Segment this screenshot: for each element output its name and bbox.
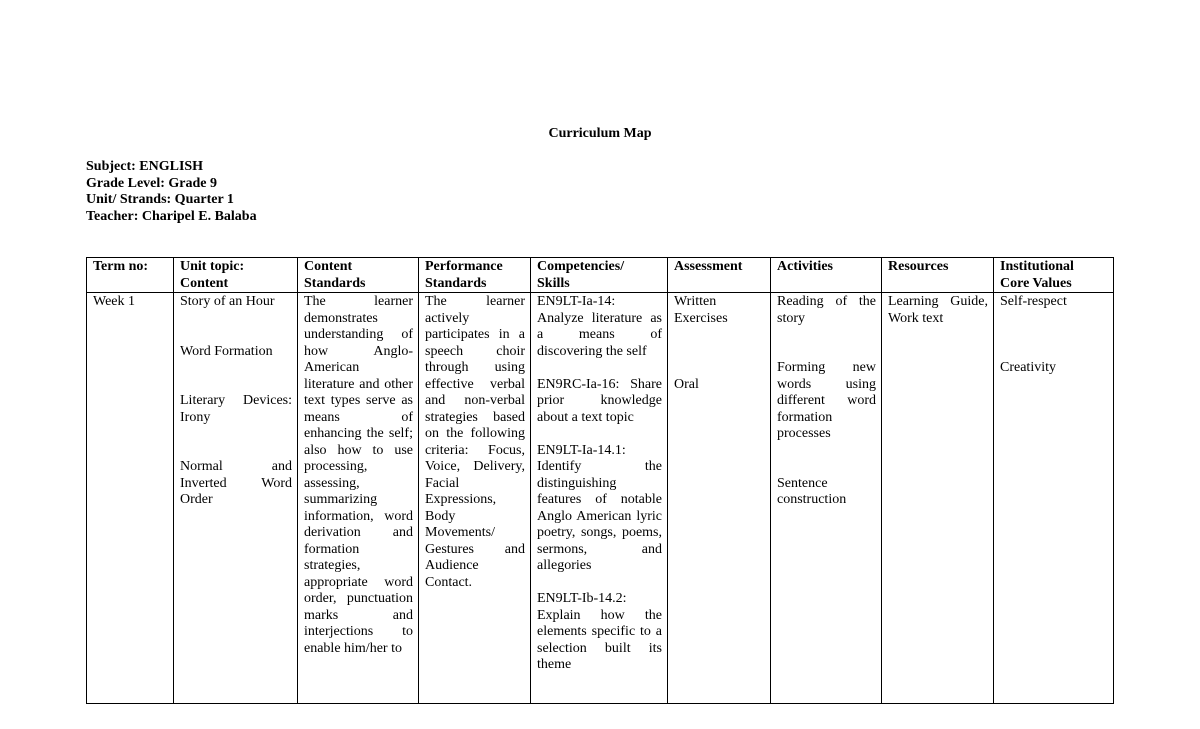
header-activities: Activities (771, 258, 882, 293)
header-competencies: Competencies/ Skills (531, 258, 668, 293)
competency-item: EN9LT-Ib-14.2: Explain how the elements specific to a selection built its theme (537, 591, 662, 672)
header-resources: Resources (882, 258, 994, 293)
cell-performance-standards: The learner actively participates in a speech choir through using effective verbal and non-verbal strategies based on the following criteria: Focus, Voice, Delivery, Facial Expressions, Body Movements/ Gestures and Audience Contact. (419, 293, 531, 704)
cell-content-standards: The learner demonstrates understanding of how Anglo-American literature and other text types serve as means of enhancing the self; also how to use processing, assessing, summarizing information, word derivation and formation strategies, appropriate word order, punctuation marks and interjections to enable him/her to (298, 293, 419, 704)
header-core-values: Institutional Core Values (994, 258, 1114, 293)
unit-topic-item: Word Formation (180, 343, 273, 359)
subject-line: Subject: ENGLISH (86, 159, 204, 174)
cell-term: Week 1 (87, 293, 174, 704)
document-meta (86, 159, 257, 225)
cell-competencies (531, 293, 668, 704)
assessment-item: Written Exercises (674, 294, 728, 326)
activity-item: Reading of the story (777, 294, 876, 326)
curriculum-table (86, 257, 1114, 704)
table-row (87, 293, 1114, 704)
header-row (87, 258, 1114, 293)
unit-topic-item: Normal and Inverted Word Order (180, 459, 292, 507)
page-title: Curriculum Map (548, 126, 652, 141)
assessment-item: Oral (674, 376, 699, 392)
header-unit-topic: Unit topic: Content (174, 258, 298, 293)
competency-item: EN9RC-Ia-16: Share prior knowledge about a text topic (537, 376, 662, 425)
cell-activities (771, 293, 882, 704)
header-term: Term no: (87, 258, 174, 293)
cell-assessment (668, 293, 771, 704)
competency-item: EN9LT-Ia-14.1: Identify the distinguishing features of notable Anglo American lyric poetry, songs, poems, sermons, and allegories (537, 442, 662, 573)
unit-strands-line: Unit/ Strands: Quarter 1 (86, 192, 234, 207)
header-content-standards: Content Standards (298, 258, 419, 293)
teacher-line: Teacher: Charipel E. Balaba (86, 208, 257, 224)
core-value-item: Self-respect (1000, 294, 1067, 309)
header-performance-standards: Performance Standards (419, 258, 531, 293)
cell-resources: Learning Guide, Work text (882, 293, 994, 704)
unit-topic-item: Literary Devices: Irony (180, 393, 292, 425)
activity-item: Sentence construction (777, 475, 847, 507)
competency-item: EN9LT-Ia-14: Analyze literature as a means of discovering the self (537, 294, 662, 359)
unit-topic-item: Story of an Hour (180, 294, 275, 309)
activity-item: Forming new words using different word formation processes (777, 360, 876, 441)
grade-level-line: Grade Level: Grade 9 (86, 175, 218, 191)
cell-core-values (994, 293, 1114, 704)
core-value-item: Creativity (1000, 360, 1056, 375)
header-assessment: Assessment (668, 258, 771, 293)
cell-unit-topic (174, 293, 298, 704)
